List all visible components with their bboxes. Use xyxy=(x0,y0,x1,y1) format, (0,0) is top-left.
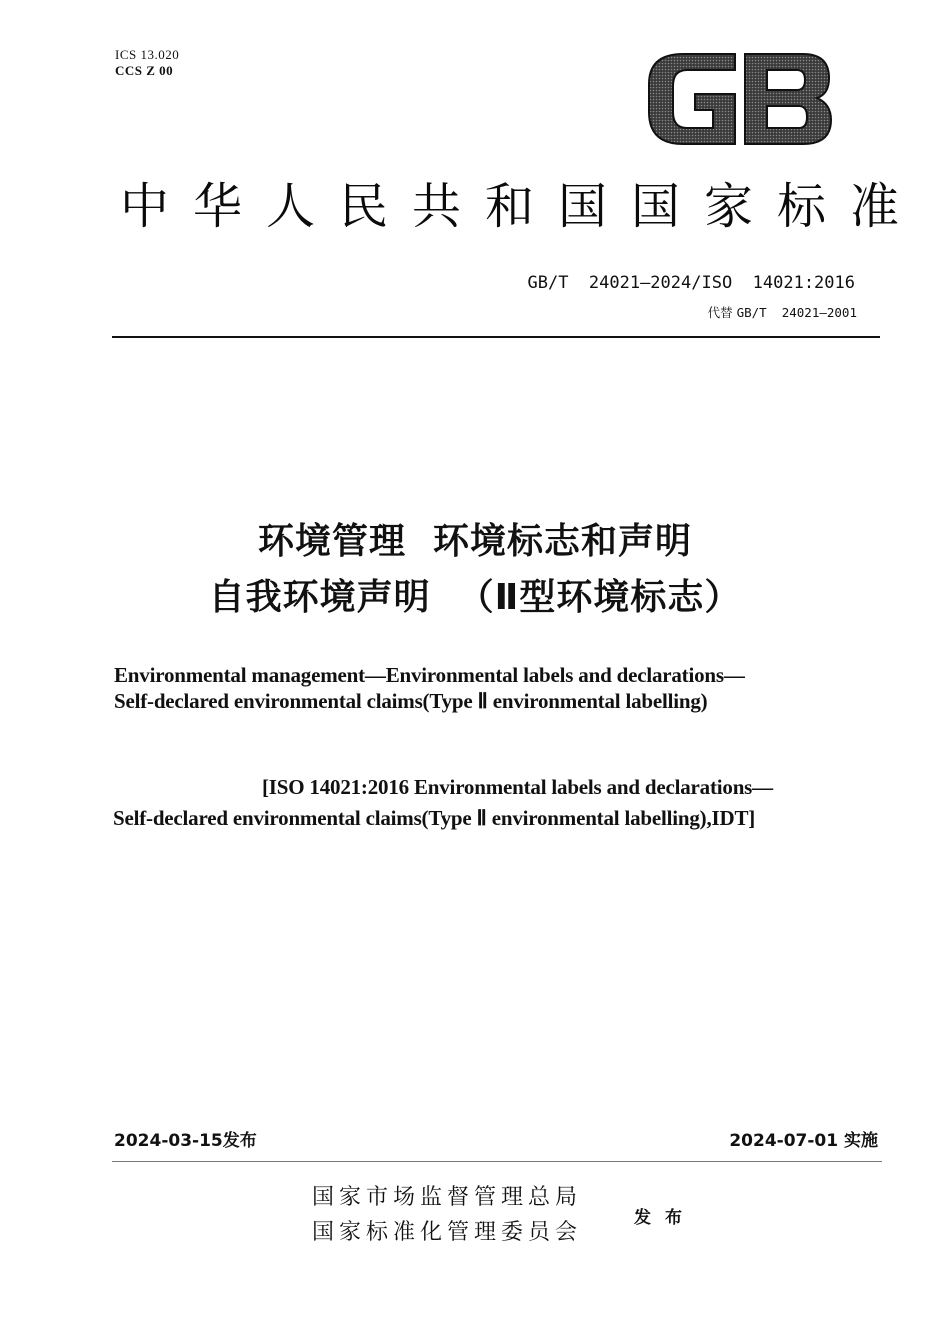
gb-logo-graphic xyxy=(643,50,833,148)
implementation-date: 2024-07-01 实施 xyxy=(729,1131,878,1151)
replaces-line xyxy=(708,305,857,321)
chinese-title-line-1: 环境管理 环境标志和声明 xyxy=(257,521,693,562)
national-standard-banner: 中华人民共和国国家标准 xyxy=(120,178,924,235)
replaced-standard-number: GB/T 24021—2001 xyxy=(736,305,857,320)
iso-equivalent-line-2: Self-declared environmental claims(Type Ⅱ environmental labelling),IDT] xyxy=(113,806,756,830)
replaces-label: 代替 xyxy=(707,305,733,320)
issuer-samr: 国家市场监督管理总局 xyxy=(312,1185,583,1210)
chinese-title-line-2: 自我环境声明 （Ⅱ型环境标志） xyxy=(208,577,742,618)
iso-equivalent-line-1: [ISO 14021:2016 Environmental labels and declarations— xyxy=(262,775,773,799)
ccs-code: CCS Z 00 xyxy=(115,63,174,78)
ics-code: ICS 13.020 xyxy=(115,47,180,62)
english-title-line-2: Self-declared environmental claims(Type Ⅱ environmental labelling) xyxy=(114,689,708,713)
english-title-line-1: Environmental management—Environmental labels and declarations— xyxy=(114,663,745,687)
publish-label: 发布 xyxy=(634,1208,696,1228)
footer-divider xyxy=(112,1161,882,1162)
header-divider xyxy=(112,336,880,338)
publish-date: 2024-03-15发布 xyxy=(114,1131,257,1151)
standard-number: GB/T 24021—2024/ISO 14021:2016 xyxy=(527,273,855,293)
issuer-sac: 国家标准化管理委员会 xyxy=(312,1220,583,1245)
gb-logo xyxy=(643,50,833,148)
